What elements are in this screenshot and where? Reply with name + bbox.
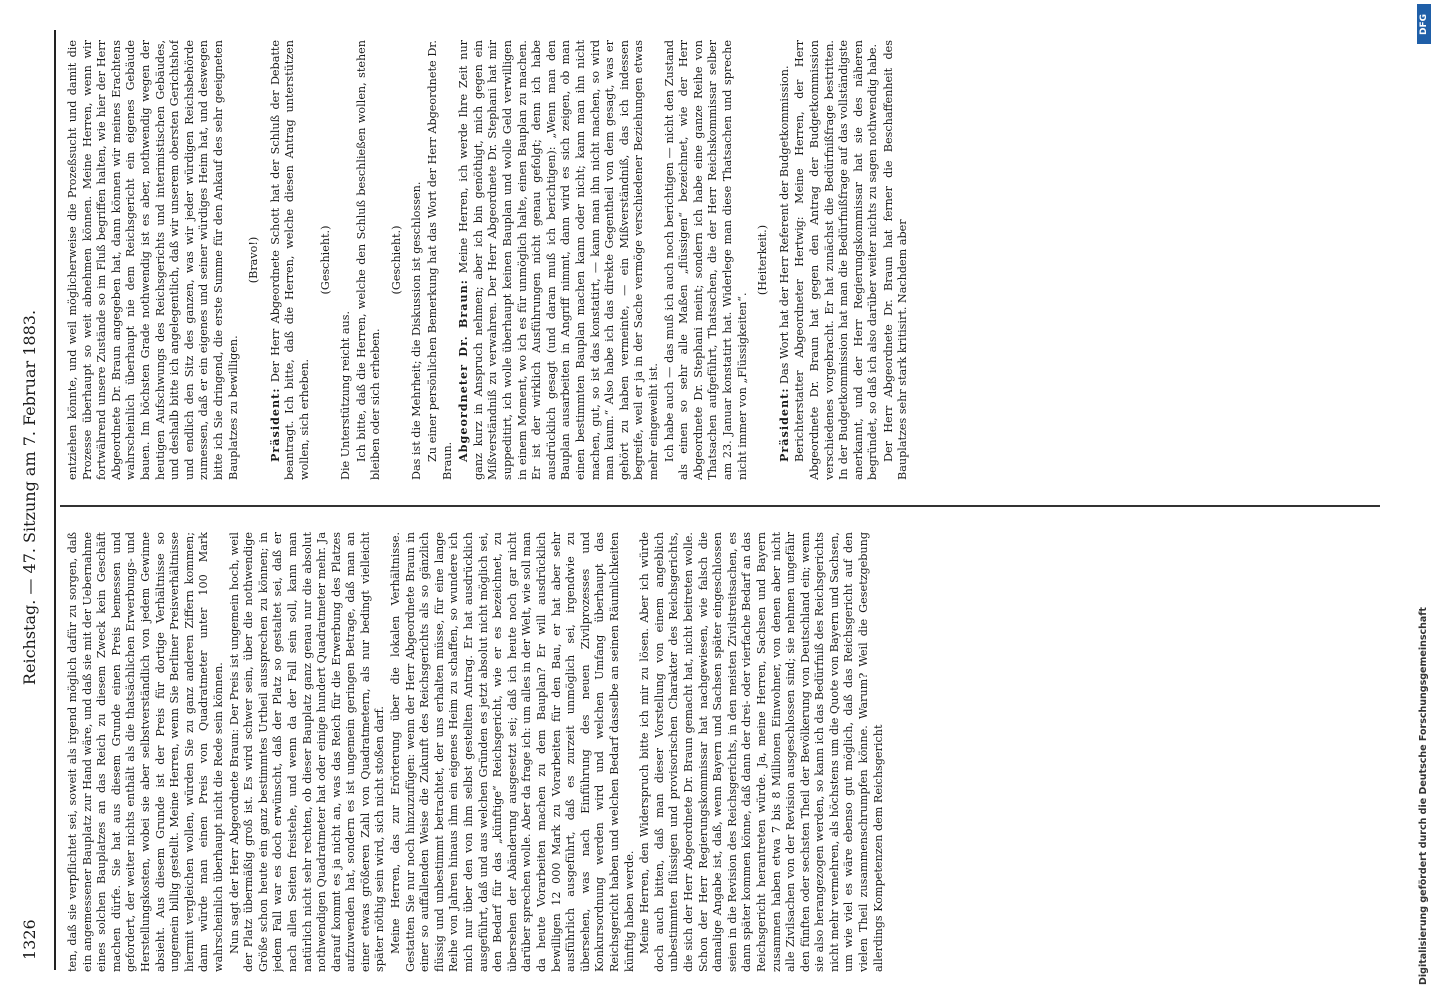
dfg-logo: DFG bbox=[1417, 4, 1431, 44]
paragraph bbox=[663, 40, 751, 480]
paragraph bbox=[228, 532, 389, 972]
page-number: 1326 bbox=[20, 919, 39, 960]
paragraph-text: Ich habe auch — das muß ich auch noch berichtigen — nicht den Zustand als einen so sehr alle Maßen „flüssigen“ bezeichnet, wie der Herr Abgeordnete Dr. Stephani meint; sondern ich habe eine ganze Reihe von Thatsachen aufgeführt, Thatsachen, die der Herr Reichskommissar selber am 23. Januar konstatirt hat. Widerlege man diese Thatsachen und spreche nicht immer von „Flüssigkeiten“. bbox=[662, 40, 749, 480]
paragraph bbox=[389, 532, 637, 972]
paragraph-text: Meine Herren, das zur Erörterung über die lokalen Verhältnisse. Gestatten Sie nur noch hinzuzufügen: wenn der Herr Abgeordnete Braun in einer so auffallenden Weise die Zukunft des Reichsgerichts als so gänzlich flüssig und unbestimmt betrachtet, der uns erhalten müsse, für eine lange Reihe von Jahren hinaus ihm ein eigenes Heim zu schaffen, so wundere ich mich nur über den von ihm selbst gestellten Antrag. Er hat ausdrücklich ausgeführt, daß und aus welchen Gründen es jetzt absolut nicht möglich sei, den Bedarf für das „künftige“ Reichsgericht, wie er es bezeichnet, zu übersehen der Abänderung ausgesetzt sei; daß ich heute noch gar nicht darüber sprechen wolle. Aber da frage ich: um alles in der Welt, wie soll man da heute Vorarbeiten machen zu dem Bauplan? Er will ausdrücklich bewilligen 12 000 Mark zu Vorarbeiten für den Bau, er hat aber sehr ausführlich ausgeführt, daß es zurzeit unmöglich sei, irgendwie zu übersehen, was nach Einführung des neuen Zivilprozesses und Konkursordnung werden wird und welchen Umfang überhaupt das Reichsgericht haben und welchen Bedarf dasselbe an seinen Räumlichkeiten künftig haben werde. bbox=[389, 532, 636, 972]
paragraph-text: Nun sagt der Herr Abgeordnete Braun: Der Preis ist ungemein hoch, weil der Platz übermäßig groß ist. Es wird schwer sein, über die nothwendige Größe schon heute ein ganz bestimmtes Urtheil aussprechen zu können; in jedem Fall war es doch erwünscht, daß der Platz so gestaltet sei, daß er nach allen Seiten freistehe, und wenn da der Fall sein soll, kann man natürlich nicht sehr rechten, ob dieser Bauplatz ganz genau nur die absolut nothwendigen Quadratmeter hat oder einige hundert Quadratmeter mehr. Ja darauf kommt es ja nicht an, was das Reich für die Erwerbung des Platzes aufzuwenden hat, sondern es ist ungemein geringen Betrage, daß man an einer etwas größeren Zahl von Quadratmetern, als nur bedingt vielleicht später nöthig sein wird, sich nicht stoßen darf. bbox=[227, 532, 387, 972]
paragraph-text: Ich bitte, daß die Herren, welche den Schluß beschließen wollen, stehen bleiben oder sich erheben. bbox=[354, 40, 383, 480]
stage-direction bbox=[756, 40, 771, 480]
paragraph-text: Der Herr Abgeordnete Schott hat der Schluß der Debatte beantragt. Ich bitte, daß die Herren, welche diesen Antrag unterstützen wollen, sich erheben. bbox=[268, 40, 311, 480]
paragraph-text: Zu einer persönlichen Bemerkung hat das Wort der Herr Abgeordnete Dr. Braun. bbox=[426, 40, 454, 480]
paragraph bbox=[638, 532, 886, 972]
running-head bbox=[20, 35, 48, 960]
paragraph-text: (Geschieht.) bbox=[318, 225, 332, 295]
paragraph-text: Meine Herren, den Widerspruch bitte ich mir zu lösen. Aber ich würde doch auch bitten, daß man dieser Vorstellung von einem angeblich unbestimmten flüssigen und provisorischen Charakter des Reichsgerichts, die sich der Herr Abgeordnete Dr. Braun gemacht hat, nicht beitreten wolle. Schon der Herr Regierungskommissar hat nachgewiesen, wie falsch die damalige Angabe ist, daß, wenn Bayern und Sachsen später eingeschlossen seien in die Revision des Reichsgerichts, in den meisten Zivilstreitsachen, es dann später kommen könne, daß dann der drei- oder vierfache Bedarf an das Reichsgericht herantreten würde. Ja, meine Herren, Sachsen und Bayern zusammen haben etwa 7 bis 8 Millionen Einwohner, von denen aber nicht alle Zivilsachen von der Revision ausgeschlossen sind; sie nehmen ungefähr den fünften oder sechsten Theil der Bevölkerung von Deutschland ein; wenn sie also herangezogen werden, so kann ich das Bedürfniß des Reichsgerichts nicht mehr vermehren, als höchstens um die Quote von Bayern und Sachsen, um wie viel es wäre ebenso gut möglich, daß das Reichsgericht auf den vielen Theil zusammenschrumpfen könne. Warum? Weil die Gesetzgebung allerdings Kompetenzen dem Reichsgericht bbox=[638, 532, 885, 972]
paragraph bbox=[426, 40, 455, 480]
paragraph-text: Das Wort hat der Herr Referent der Budgetkommission. bbox=[777, 65, 791, 384]
paragraph bbox=[66, 40, 241, 480]
paragraph bbox=[793, 40, 881, 480]
digitization-credit: Digitalisierung gefördert durch die Deutsche Forschungsgemeinschaft bbox=[1418, 607, 1429, 985]
speaker-name: Präsident: bbox=[267, 387, 282, 462]
stage-direction bbox=[247, 40, 262, 480]
column-divider bbox=[60, 505, 1380, 507]
paragraph-text: Der Herr Abgeordnete Dr. Braun hat ferner die Beschaffenheit des Bauplatzes sehr stark kritisirt. Nachdem aber bbox=[881, 40, 910, 480]
stage-direction bbox=[390, 40, 405, 480]
paragraph bbox=[456, 40, 661, 480]
stage-direction bbox=[319, 40, 334, 480]
header-rule bbox=[54, 30, 56, 970]
paragraph-text: Berichterstatter Abgeordneter Hertwig: Meine Herren, der Herr Abgeordnete Dr. Braun hat gegen den Antrag der Budgetkommission verschiedenes vorgebracht. Er hat zunächst die Bedürfnißfrage bestritten. In der Budgetkommission hat man die Bedürfnißfrage auf das vollständigste anerkannt, und der Herr Regierungskommissar hat sie des näheren begründet, so daß ich also darüber weiter nichts zu sagen nothwendig habe. bbox=[793, 40, 880, 480]
paragraph-text: Meine Herren, ich werde Ihre Zeit nur ganz kurz in Anspruch nehmen; aber ich bin genöthigt, mich gegen ein Mißverständniß zu verwahren. Der Herr Abgeordnete Dr. Stephani hat mir suppeditirt, ich wolle überhaupt keinen Bauplan und wolle Geld verwilligen in einem Moment, wo ich es für unmöglich halte, einen Bauplan zu machen. Er ist der wirklich Ausführungen nicht genau gefolgt; denn ich habe ausdrücklich gesagt (und daran muß ich berichtigen): „Wenn man den Bauplan ausarbeiten in Angriff nimmt, dann wird es sich zeigen, ob man einen bestimmten Bauplan machen kann oder nicht; kann man ihn nicht machen, gut, so ist das konstatirt, — kann man ihn nicht machen, so wird man kaum.“ Also habe ich das direkte Gegentheil von dem gesagt, was er gehört zu haben vermeinte, — ein Mißverständniß, das ich indessen begreife, weil er ja in der Sache vermöge verschiedener Beziehungen etwas mehr eingeweiht ist. bbox=[457, 40, 660, 480]
paragraph bbox=[777, 40, 793, 480]
text-column-right bbox=[66, 40, 1366, 480]
paragraph-text: (Heiterkeit.) bbox=[756, 224, 770, 296]
speaker-name: Präsident: bbox=[776, 387, 791, 462]
paragraph-text: Das ist die Mehrheit; die Diskussion ist geschlossen. bbox=[410, 181, 424, 480]
speaker-name: Abgeordneter Dr. Braun: bbox=[456, 279, 471, 462]
paragraph-text: ten, daß sie verpflichtet sei, soweit als irgend möglich dafür zu sorgen, daß ein angemessener Bauplatz zur Hand wäre, und daß sie mit der Uebernahme eines solchen Bauplatzes an das Reich zu diesem Zweck kein Geschäft machen dürfe. Sie hat aus diesem Grunde einen Preis bemessen und gefordert, der weiter nichts enthält als die thatsächlichen Erwerbungs- und Herstellungskosten, wobei sie aber selbstverständlich von jedem Gewinne absieht. Aus diesem Grunde ist der Preis für dortige Verhältnisse so ungemein billig gestellt. Meine Herren, wenn Sie Berliner Preisverhältnisse hiermit vergleichen wollen, würden Sie zu ganz anderen Ziffern kommen; dann würde man einen Preis von Quadratmeter unter 100 Mark wahrscheinlich überhaupt nicht die Rede sein können. bbox=[66, 532, 225, 972]
paragraph-text: (Bravo!) bbox=[247, 236, 261, 284]
paragraph bbox=[66, 532, 227, 972]
running-title: Reichstag. — 47. Sitzung am 7. Februar 1883. bbox=[20, 309, 39, 686]
paragraph bbox=[268, 40, 313, 480]
paragraph-text: (Geschieht.) bbox=[389, 225, 403, 295]
paragraph-text: entziehen könnte, und weil möglicherweise die Prozeßsucht und damit die Prozesse überhaupt so weit abnehmen können. Meine Herren, wenn wir fortwährend unsere Zustände so im Fluß begriffen halten, wie hier der Herr Abgeordnete Dr. Braun angegeben hat, dann können wir meines Erachtens wahrscheinlich überhaupt nie dem Reichsgericht ein eigenes Gebäude bauen. Im höchsten Grade nothwendig ist es aber, nothwendig wegen der heutigen Aufschwungs des Reichsgerichts und interimistischen Gebäudes, und deshalb bitte ich angelegentlich, daß wir unserem obersten Gerichtshof und endlich den Sitz des ganzen, was wir jeder würdigen Reichsbehörde zumessen, daß er ein eigenes und seiner würdiges Heim hat, und deswegen bitte ich Sie dringend, die erste Summe für den Ankauf des sehr geeigneten Bauplatzes zu bewilligen. bbox=[66, 40, 240, 480]
paragraph-text: Die Unterstützung reicht aus. bbox=[339, 310, 353, 480]
paragraph bbox=[882, 40, 911, 480]
paragraph bbox=[339, 40, 354, 480]
paragraph bbox=[355, 40, 384, 480]
text-column-left bbox=[66, 532, 1366, 972]
paragraph bbox=[410, 40, 425, 480]
